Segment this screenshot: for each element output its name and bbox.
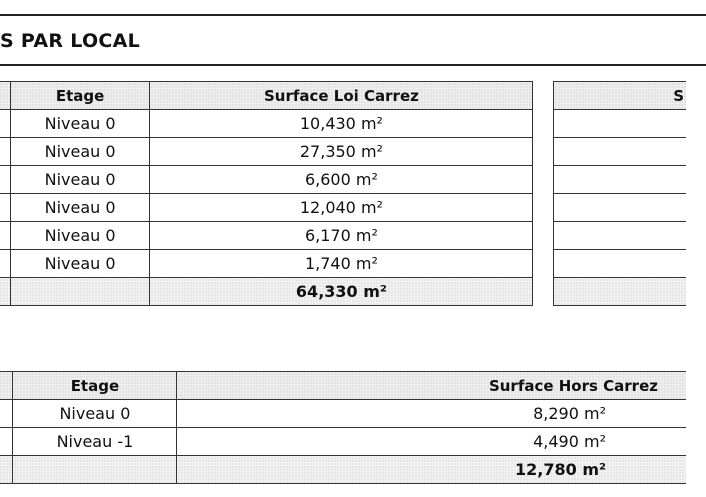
row-label-cell bbox=[0, 250, 10, 278]
surface-cell: 8,290 m² bbox=[177, 400, 686, 428]
etage-cell: Niveau 0 bbox=[10, 250, 150, 278]
table-row bbox=[0, 428, 686, 456]
surface-cell: 6,170 m² bbox=[150, 222, 533, 250]
row-label-cell bbox=[0, 428, 13, 456]
extra-cell bbox=[554, 222, 686, 250]
table-row bbox=[0, 138, 686, 166]
header-cell-blank bbox=[0, 372, 13, 400]
row-label-cell bbox=[0, 138, 10, 166]
table-row bbox=[0, 194, 686, 222]
total-extra-cell bbox=[554, 278, 686, 306]
header-cell-blank bbox=[0, 82, 10, 110]
row-label-cell bbox=[0, 222, 10, 250]
section-title: S PAR LOCAL bbox=[0, 30, 141, 52]
surface-cell: 6,600 m² bbox=[150, 166, 533, 194]
table-total-row bbox=[0, 456, 686, 484]
surface-hors-carrez-table bbox=[0, 371, 686, 484]
total-etage-cell bbox=[10, 278, 150, 306]
etage-cell: Niveau 0 bbox=[10, 138, 150, 166]
header-etage: Etage bbox=[10, 82, 150, 110]
total-label-cell bbox=[0, 456, 13, 484]
top-rule bbox=[0, 14, 706, 16]
etage-cell: Niveau 0 bbox=[10, 194, 150, 222]
header-cut-column: S bbox=[554, 82, 686, 110]
extra-cell bbox=[554, 194, 686, 222]
header-surface-hors-carrez: Surface Hors Carrez bbox=[177, 372, 686, 400]
extra-cell bbox=[554, 138, 686, 166]
total-etage-cell bbox=[13, 456, 177, 484]
surface-cell: 27,350 m² bbox=[150, 138, 533, 166]
surface-cell: 1,740 m² bbox=[150, 250, 533, 278]
table-row bbox=[0, 400, 686, 428]
surface-cell: 4,490 m² bbox=[177, 428, 686, 456]
surface-loi-carrez-table bbox=[0, 81, 686, 306]
table-row bbox=[0, 166, 686, 194]
etage-cell: Niveau -1 bbox=[13, 428, 177, 456]
table-row bbox=[0, 222, 686, 250]
title-rule bbox=[0, 64, 706, 66]
total-surface-cell: 64,330 m² bbox=[150, 278, 533, 306]
row-label-cell bbox=[0, 166, 10, 194]
extra-cell bbox=[554, 250, 686, 278]
etage-cell: Niveau 0 bbox=[10, 166, 150, 194]
table-header-row bbox=[0, 372, 686, 400]
surface-cell: 12,040 m² bbox=[150, 194, 533, 222]
etage-cell: Niveau 0 bbox=[13, 400, 177, 428]
extra-cell bbox=[554, 166, 686, 194]
table-header-row bbox=[0, 82, 686, 110]
row-label-cell bbox=[0, 400, 13, 428]
table-total-row bbox=[0, 278, 686, 306]
surface-cell: 10,430 m² bbox=[150, 110, 533, 138]
row-label-cell bbox=[0, 110, 10, 138]
total-surface-cell: 12,780 m² bbox=[177, 456, 686, 484]
header-etage: Etage bbox=[13, 372, 177, 400]
extra-cell bbox=[554, 110, 686, 138]
etage-cell: Niveau 0 bbox=[10, 222, 150, 250]
row-label-cell bbox=[0, 194, 10, 222]
table-row bbox=[0, 110, 686, 138]
total-label-cell bbox=[0, 278, 10, 306]
etage-cell: Niveau 0 bbox=[10, 110, 150, 138]
table-row bbox=[0, 250, 686, 278]
header-surface-loi-carrez: Surface Loi Carrez bbox=[150, 82, 533, 110]
